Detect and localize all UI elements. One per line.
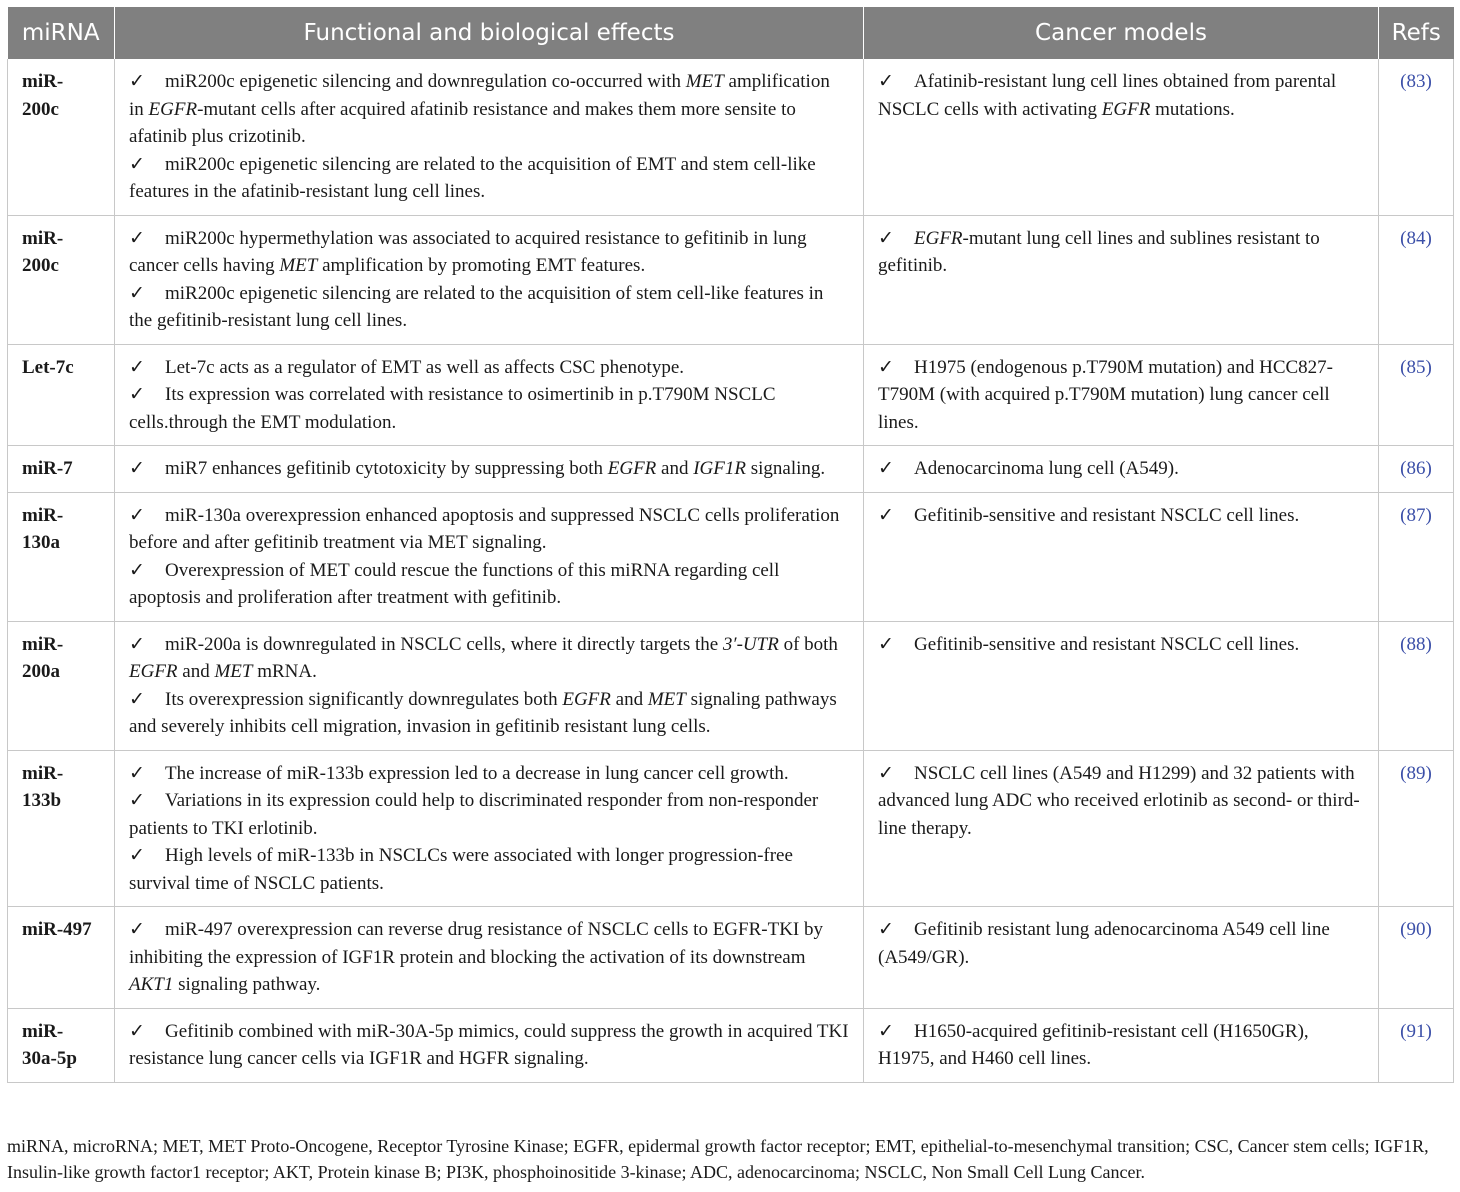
model-item: ✓ Gefitinib resistant lung adenocarcinoma A549 cell line (A549/GR). — [878, 916, 1364, 971]
effects-cell — [115, 750, 864, 907]
checkmark-icon: ✓ — [878, 227, 894, 249]
table-row — [8, 446, 1454, 493]
checkmark-icon: ✓ — [129, 845, 145, 866]
mirna-name: miR- — [22, 633, 64, 655]
mirna-cell — [8, 750, 115, 907]
checkmark-icon: ✓ — [129, 71, 145, 92]
italic-term: MET — [685, 71, 724, 92]
effects-cell — [115, 621, 864, 750]
mirna-name: Let-7c — [22, 356, 74, 378]
checkmark-icon: ✓ — [129, 790, 145, 811]
checkmark-icon: ✓ — [129, 762, 145, 784]
model-item: ✓ Adenocarcinoma lung cell (A549). — [878, 455, 1364, 483]
mirna-name: 200c — [22, 98, 59, 120]
models-cell — [864, 446, 1379, 493]
model-item: ✓ H1975 (endogenous p.T790M mutation) and HCC827-T790M (with acquired p.T790M mutation) lung cancer cell lines. — [878, 354, 1364, 437]
reference-link[interactable]: (91) — [1400, 1020, 1432, 1042]
model-item: ✓ Gefitinib-sensitive and resistant NSCLC cell lines. — [878, 631, 1364, 659]
mirna-name: 133b — [22, 790, 62, 811]
models-cell — [864, 215, 1379, 344]
ref-cell — [1379, 492, 1454, 621]
models-cell — [864, 907, 1379, 1009]
checkmark-icon: ✓ — [129, 1020, 145, 1042]
effects-cell — [115, 446, 864, 493]
reference-link[interactable]: (83) — [1400, 71, 1432, 92]
model-item: ✓ Afatinib-resistant lung cell lines obtained from parental NSCLC cells with activating EGFR mutations. — [878, 68, 1364, 123]
mirna-name: miR- — [22, 762, 64, 784]
italic-term: MET — [214, 661, 253, 682]
table-row — [8, 1008, 1454, 1082]
header-models: Cancer models — [864, 7, 1379, 59]
italic-term: EGFR — [1101, 98, 1151, 120]
reference-link[interactable]: (85) — [1400, 356, 1432, 378]
checkmark-icon: ✓ — [878, 504, 894, 526]
model-item: ✓ Gefitinib-sensitive and resistant NSCLC cell lines. — [878, 502, 1364, 530]
ref-cell — [1379, 750, 1454, 907]
italic-term: EGFR — [562, 688, 611, 710]
mirna-name: 200a — [22, 661, 60, 682]
reference-link[interactable]: (90) — [1400, 919, 1432, 940]
table-row — [8, 59, 1454, 215]
mirna-name: miR- — [22, 504, 64, 526]
mirna-cell — [8, 59, 115, 215]
effect-item: ✓ miR200c hypermethylation was associated to acquired resistance to gefitinib in lung cancer cells having MET amplification by promoting EMT features. — [129, 225, 849, 280]
effect-item: ✓ miR-497 overexpression can reverse drug resistance of NSCLC cells to EGFR-TKI by inhibiting the expression of IGF1R protein and blocking the activation of its downstream AKT1 signaling pathway. — [129, 916, 849, 999]
mirna-cell — [8, 344, 115, 446]
effect-item: ✓ Variations in its expression could help to discriminated responder from non-responder patients to TKI erlotinib. — [129, 787, 849, 842]
model-item: ✓ EGFR-mutant lung cell lines and sublines resistant to gefitinib. — [878, 225, 1364, 280]
italic-term: EGFR — [148, 98, 198, 120]
effects-cell — [115, 492, 864, 621]
effect-item: ✓ miR-130a overexpression enhanced apoptosis and suppressed NSCLC cells proliferation before and after gefitinib treatment via MET signaling. — [129, 502, 849, 557]
mirna-cell — [8, 621, 115, 750]
effect-item: ✓ miR-200a is downregulated in NSCLC cells, where it directly targets the 3′-UTR of both EGFR and MET mRNA. — [129, 631, 849, 686]
table-row — [8, 750, 1454, 907]
reference-link[interactable]: (84) — [1400, 227, 1432, 249]
ref-cell — [1379, 344, 1454, 446]
ref-cell — [1379, 446, 1454, 493]
italic-term: EGFR — [914, 227, 963, 249]
effect-item: ✓ miR200c epigenetic silencing are related to the acquisition of EMT and stem cell-like features in the afatinib-resistant lung cell lines. — [129, 151, 849, 206]
checkmark-icon: ✓ — [878, 762, 894, 784]
effect-item: ✓ Its expression was correlated with resistance to osimertinib in p.T790M NSCLC cells.through the EMT modulation. — [129, 381, 849, 436]
effect-item: ✓ miR200c epigenetic silencing are related to the acquisition of stem cell-like features in the gefitinib-resistant lung cell lines. — [129, 280, 849, 335]
mirna-cell — [8, 492, 115, 621]
mirna-cell — [8, 215, 115, 344]
checkmark-icon: ✓ — [129, 153, 145, 175]
mirna-table — [7, 7, 1454, 1083]
italic-term: MET — [647, 688, 686, 710]
checkmark-icon: ✓ — [129, 356, 145, 378]
checkmark-icon: ✓ — [129, 282, 145, 304]
header-effects: Functional and biological effects — [115, 7, 864, 59]
effects-cell — [115, 215, 864, 344]
effect-item: ✓ High levels of miR-133b in NSCLCs were associated with longer progression-free survival time of NSCLC patients. — [129, 842, 849, 897]
italic-term: EGFR — [607, 458, 657, 479]
checkmark-icon: ✓ — [878, 356, 894, 378]
mirna-name: miR- — [22, 1020, 64, 1042]
models-cell — [864, 344, 1379, 446]
header-row — [8, 7, 1454, 59]
table-body — [8, 59, 1454, 1082]
effect-item: ✓ miR200c epigenetic silencing and downregulation co-occurred with MET amplification in EGFR-mutant cells after acquired afatinib resistance and makes them more sensite to afatinib plus crizotinib. — [129, 68, 849, 151]
mirna-cell — [8, 446, 115, 493]
checkmark-icon: ✓ — [129, 384, 145, 405]
mirna-name: miR- — [22, 71, 64, 92]
models-cell — [864, 1008, 1379, 1082]
table-row — [8, 621, 1454, 750]
checkmark-icon: ✓ — [878, 1020, 894, 1042]
effects-cell — [115, 907, 864, 1009]
italic-term: 3′-UTR — [722, 633, 779, 655]
effects-cell — [115, 1008, 864, 1082]
effect-item: ✓ Gefitinib combined with miR-30A-5p mimics, could suppress the growth in acquired TKI resistance lung cancer cells via IGF1R and HGFR signaling. — [129, 1018, 849, 1073]
checkmark-icon: ✓ — [878, 919, 894, 940]
effect-item: ✓ miR7 enhances gefitinib cytotoxicity by suppressing both EGFR and IGF1R signaling. — [129, 455, 849, 483]
checkmark-icon: ✓ — [129, 688, 145, 710]
models-cell — [864, 492, 1379, 621]
ref-cell — [1379, 1008, 1454, 1082]
mirna-name: miR-7 — [22, 458, 73, 479]
checkmark-icon: ✓ — [129, 227, 145, 249]
checkmark-icon: ✓ — [878, 633, 894, 655]
checkmark-icon: ✓ — [129, 458, 145, 479]
models-cell — [864, 621, 1379, 750]
table-row — [8, 215, 1454, 344]
models-cell — [864, 59, 1379, 215]
checkmark-icon: ✓ — [129, 504, 145, 526]
italic-term: IGF1R — [693, 458, 746, 479]
effect-item: ✓ The increase of miR-133b expression led to a decrease in lung cancer cell growth. — [129, 760, 849, 788]
checkmark-icon: ✓ — [129, 919, 145, 940]
checkmark-icon: ✓ — [129, 559, 145, 581]
ref-cell — [1379, 215, 1454, 344]
table-row — [8, 344, 1454, 446]
header-refs: Refs — [1379, 7, 1454, 59]
header-mirna: miRNA — [8, 7, 115, 59]
table-row — [8, 907, 1454, 1009]
mirna-name: 130a — [22, 532, 60, 553]
ref-cell — [1379, 59, 1454, 215]
ref-cell — [1379, 621, 1454, 750]
effect-item: ✓ Overexpression of MET could rescue the functions of this miRNA regarding cell apoptosis and proliferation after treatment with gefitinib. — [129, 557, 849, 612]
mirna-cell — [8, 1008, 115, 1082]
reference-link[interactable]: (87) — [1400, 504, 1432, 526]
ref-cell — [1379, 907, 1454, 1009]
reference-link[interactable]: (89) — [1400, 762, 1432, 784]
reference-link[interactable]: (88) — [1400, 633, 1432, 655]
mirna-name: miR-497 — [22, 919, 92, 940]
effects-cell — [115, 344, 864, 446]
mirna-name: 200c — [22, 255, 59, 276]
model-item: ✓ NSCLC cell lines (A549 and H1299) and 32 patients with advanced lung ADC who received erlotinib as second- or third-line therapy. — [878, 760, 1364, 843]
italic-term: MET — [279, 255, 318, 276]
effect-item: ✓ Let-7c acts as a regulator of EMT as well as affects CSC phenotype. — [129, 354, 849, 382]
checkmark-icon: ✓ — [878, 458, 894, 479]
table-row — [8, 492, 1454, 621]
mirna-name: miR- — [22, 227, 64, 249]
effect-item: ✓ Its overexpression significantly downregulates both EGFR and MET signaling pathways and severely inhibits cell migration, invasion in gefitinib resistant lung cells. — [129, 686, 849, 741]
effects-cell — [115, 59, 864, 215]
italic-term: EGFR — [129, 661, 178, 682]
models-cell — [864, 750, 1379, 907]
mirna-name: 30a-5p — [22, 1048, 77, 1069]
mirna-cell — [8, 907, 115, 1009]
table-footnote: miRNA, microRNA; MET, MET Proto-Oncogene, Receptor Tyrosine Kinase; EGFR, epidermal growth factor receptor; EMT, epithelial-to-mesenchymal transition; CSC, Cancer stem cells; IGF1R, Insulin-like growth factor1 receptor; AKT, Protein kinase B; PI3K, phosphoinositide 3-kinase; ADC, adenocarcinoma; NSCLC, Non Small Cell Lung Cancer. — [7, 1136, 1429, 1182]
italic-term: AKT1 — [129, 974, 174, 995]
checkmark-icon: ✓ — [129, 633, 145, 655]
table-container — [7, 7, 1453, 1083]
checkmark-icon: ✓ — [878, 71, 894, 92]
reference-link[interactable]: (86) — [1400, 458, 1432, 479]
model-item: ✓ H1650-acquired gefitinib-resistant cell (H1650GR), H1975, and H460 cell lines. — [878, 1018, 1364, 1073]
